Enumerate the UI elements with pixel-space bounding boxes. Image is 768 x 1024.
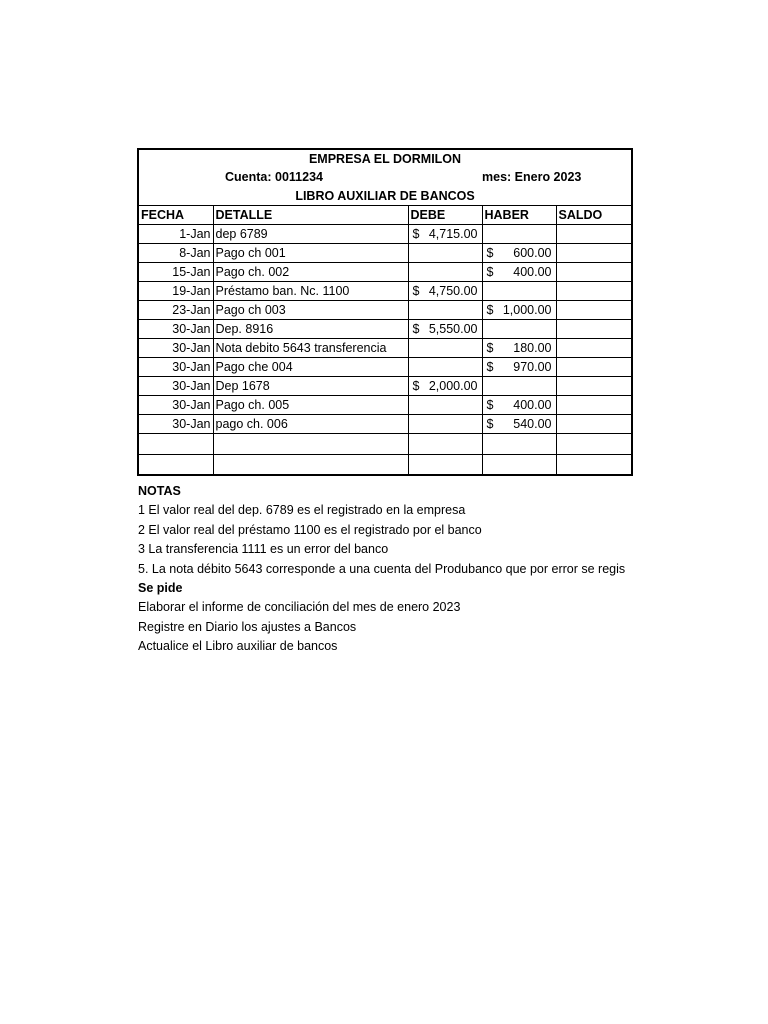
empty-row — [138, 454, 632, 475]
row-haber — [482, 319, 556, 338]
ledger-sheet — [137, 148, 631, 476]
row-debe — [408, 300, 482, 319]
row-fecha: 30-Jan — [138, 414, 213, 433]
table-row — [138, 262, 632, 281]
request-item: Actualice el Libro auxiliar de bancos — [138, 639, 338, 654]
empty-row — [138, 433, 632, 454]
account-row — [138, 168, 632, 187]
row-haber — [482, 395, 556, 414]
row-fecha: 30-Jan — [138, 357, 213, 376]
row-fecha: 30-Jan — [138, 338, 213, 357]
row-debe — [408, 224, 482, 243]
currency-symbol: $ — [412, 378, 420, 393]
empty-cell — [138, 454, 213, 475]
row-saldo — [556, 357, 632, 376]
row-haber — [482, 338, 556, 357]
company-name: EMPRESA EL DORMILON — [308, 152, 462, 166]
currency-symbol: $ — [486, 359, 494, 374]
row-detalle: Pago ch. 005 — [213, 395, 408, 414]
row-debe — [408, 262, 482, 281]
col-saldo: SALDO — [556, 205, 632, 224]
amount: 5,550.00 — [428, 321, 478, 336]
currency-symbol: $ — [486, 416, 494, 431]
request-title: Se pide — [138, 580, 183, 595]
table-row — [138, 395, 632, 414]
row-fecha: 15-Jan — [138, 262, 213, 281]
table-row — [138, 281, 632, 300]
row-debe — [408, 338, 482, 357]
row-saldo — [556, 300, 632, 319]
row-saldo — [556, 224, 632, 243]
row-debe — [408, 243, 482, 262]
request-item: Elaborar el informe de conciliación del mes de enero 2023 — [138, 600, 461, 615]
table-row — [138, 414, 632, 433]
table-row — [138, 357, 632, 376]
row-saldo — [556, 243, 632, 262]
currency-symbol: $ — [486, 340, 494, 355]
table-row — [138, 338, 632, 357]
book-title: LIBRO AUXILIAR DE BANCOS — [295, 188, 475, 203]
amount: 2,000.00 — [428, 378, 478, 393]
row-fecha: 30-Jan — [138, 395, 213, 414]
currency-symbol: $ — [412, 226, 420, 241]
row-fecha: 30-Jan — [138, 376, 213, 395]
row-debe — [408, 319, 482, 338]
amount: 970.00 — [513, 359, 552, 374]
row-detalle: Dep. 8916 — [213, 319, 408, 338]
currency-symbol: $ — [486, 264, 494, 279]
empty-cell — [213, 454, 408, 475]
amount: 600.00 — [513, 245, 552, 260]
request-item: Registre en Diario los ajustes a Bancos — [138, 619, 357, 634]
currency-symbol: $ — [486, 245, 494, 260]
row-haber — [482, 224, 556, 243]
row-detalle: Dep 1678 — [213, 376, 408, 395]
row-debe — [408, 395, 482, 414]
row-fecha: 30-Jan — [138, 319, 213, 338]
empty-cell — [213, 433, 408, 454]
currency-symbol: $ — [412, 283, 420, 298]
row-haber — [482, 281, 556, 300]
empty-cell — [138, 433, 213, 454]
empty-cell — [408, 454, 482, 475]
amount: 180.00 — [513, 340, 552, 355]
amount: 4,715.00 — [428, 226, 478, 241]
amount: 1,000.00 — [502, 302, 552, 317]
row-detalle: dep 6789 — [213, 224, 408, 243]
row-saldo — [556, 414, 632, 433]
bank-ledger-table — [137, 148, 633, 476]
row-haber — [482, 357, 556, 376]
currency-symbol: $ — [412, 321, 420, 336]
table-row — [138, 243, 632, 262]
account-number: Cuenta: 0011234 — [225, 170, 323, 185]
notes-title: NOTAS — [138, 484, 181, 498]
col-detalle: DETALLE — [213, 205, 408, 224]
amount: 400.00 — [513, 264, 552, 279]
col-fecha: FECHA — [138, 205, 213, 224]
company-row — [138, 149, 632, 168]
note-item: 2 El valor real del préstamo 1100 es el registrado por el banco — [138, 522, 482, 537]
row-haber — [482, 414, 556, 433]
currency-symbol: $ — [486, 397, 494, 412]
note-item: 1 El valor real del dep. 6789 es el registrado en la empresa — [138, 503, 466, 518]
row-detalle: Pago ch. 002 — [213, 262, 408, 281]
amount: 400.00 — [513, 397, 552, 412]
book-title-row — [138, 187, 632, 206]
row-fecha: 19-Jan — [138, 281, 213, 300]
row-saldo — [556, 338, 632, 357]
empty-cell — [482, 454, 556, 475]
notes-section — [138, 482, 658, 657]
row-haber — [482, 300, 556, 319]
table-row — [138, 376, 632, 395]
row-detalle: pago ch. 006 — [213, 414, 408, 433]
row-debe — [408, 357, 482, 376]
row-haber — [482, 376, 556, 395]
row-fecha: 23-Jan — [138, 300, 213, 319]
currency-symbol: $ — [486, 302, 494, 317]
col-debe: DEBE — [408, 205, 482, 224]
table-row — [138, 319, 632, 338]
row-fecha: 8-Jan — [138, 243, 213, 262]
note-item: 3 La transferencia 1111 es un error del banco — [138, 542, 389, 557]
row-saldo — [556, 319, 632, 338]
amount: 540.00 — [513, 416, 552, 431]
row-saldo — [556, 281, 632, 300]
empty-cell — [556, 433, 632, 454]
table-row — [138, 300, 632, 319]
table-row — [138, 224, 632, 243]
month-label: mes: Enero 2023 — [482, 170, 582, 185]
row-haber — [482, 262, 556, 281]
amount: 4,750.00 — [428, 283, 478, 298]
column-header-row — [138, 205, 632, 224]
row-saldo — [556, 376, 632, 395]
row-detalle: Nota debito 5643 transferencia — [213, 338, 408, 357]
row-saldo — [556, 395, 632, 414]
empty-cell — [408, 433, 482, 454]
row-debe — [408, 281, 482, 300]
row-detalle: Préstamo ban. Nc. 1100 — [213, 281, 408, 300]
row-detalle: Pago che 004 — [213, 357, 408, 376]
row-fecha: 1-Jan — [138, 224, 213, 243]
note-item: 5. La nota débito 5643 corresponde a una cuenta del Produbanco que por error se regis — [138, 561, 626, 576]
row-haber — [482, 243, 556, 262]
col-haber: HABER — [482, 205, 556, 224]
empty-cell — [556, 454, 632, 475]
row-debe — [408, 376, 482, 395]
row-detalle: Pago ch 001 — [213, 243, 408, 262]
empty-cell — [482, 433, 556, 454]
row-debe — [408, 414, 482, 433]
row-saldo — [556, 262, 632, 281]
row-detalle: Pago ch 003 — [213, 300, 408, 319]
